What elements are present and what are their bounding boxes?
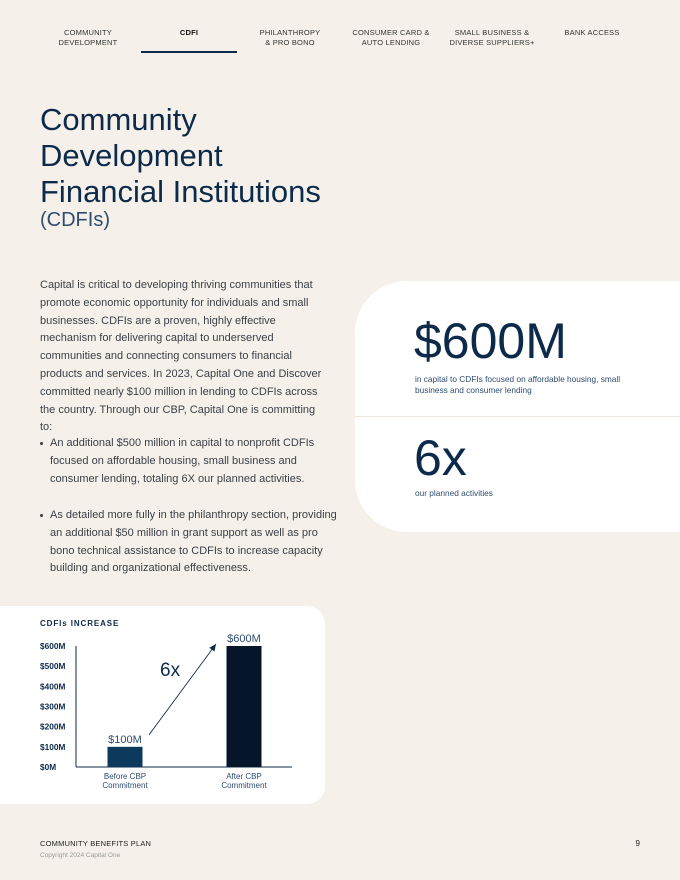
page-number: 9 xyxy=(635,839,640,848)
category-label: Commitment xyxy=(102,781,148,790)
bar-chart xyxy=(0,606,325,804)
chart-annotation: 6x xyxy=(160,660,181,681)
nav-tab-small-business[interactable]: SMALL BUSINESS & DIVERSE SUPPLIERS+ xyxy=(449,28,535,47)
category-label: After CBP xyxy=(226,772,262,781)
stat-value-capital: $600M xyxy=(414,313,567,369)
stat-divider xyxy=(355,416,680,417)
bar-data-label: $600M xyxy=(227,633,261,645)
stat-description-capital: in capital to CDFIs focused on affordable housing, small business and consumer lending xyxy=(415,374,621,395)
nav-tab-philanthropy[interactable]: PHILANTHROPY & PRO BONO xyxy=(259,28,321,47)
nav-tab-community-development[interactable]: COMMUNITY DEVELOPMENT xyxy=(58,28,118,47)
arrow-line xyxy=(149,644,216,735)
footer-label: COMMUNITY BENEFITS PLAN xyxy=(40,839,152,848)
nav-tab-bank-access[interactable]: BANK ACCESS xyxy=(564,28,620,37)
bar xyxy=(108,747,143,767)
nav-tab-cdfi[interactable]: CDFI xyxy=(179,28,199,37)
stat-value-multiplier: 6x xyxy=(414,430,467,486)
y-tick-label: $100M xyxy=(40,741,66,752)
y-tick-label: $400M xyxy=(40,681,66,692)
chart-card xyxy=(0,606,325,804)
bar xyxy=(227,646,262,767)
y-tick-label: $200M xyxy=(40,721,66,732)
arrow-head xyxy=(209,644,216,652)
nav-tab-consumer-card[interactable]: CONSUMER CARD & AUTO LENDING xyxy=(352,28,430,47)
page-title: Community Development Financial Institutions xyxy=(40,102,321,209)
category-label: Before CBP xyxy=(103,772,147,781)
footer-copyright: Copyright 2024 Capital One xyxy=(40,852,121,859)
category-label: Commitment xyxy=(221,781,267,790)
y-tick-label: $600M xyxy=(40,641,66,651)
y-tick-label: $300M xyxy=(40,701,66,712)
active-tab-underline xyxy=(141,51,237,53)
bullet-item: As detailed more fully in the philanthropy section, providing an additional $50 million in grant support as well as pro bono technical assistance to CDFIs to increase capacity building and organizational effectiveness. xyxy=(40,507,340,578)
top-navigation xyxy=(0,28,680,58)
bullet-item: An additional $500 million in capital to nonprofit CDFIs focused on affordable housing, small business and consumer lending, totaling 6X our planned activities. xyxy=(40,435,340,488)
page-subtitle: (CDFIs) xyxy=(40,209,110,231)
y-tick-label: $0M xyxy=(40,762,57,772)
stat-card xyxy=(355,281,680,532)
chart-title: CDFIs INCREASE xyxy=(40,619,120,628)
y-tick-label: $500M xyxy=(40,661,66,672)
stat-description-multiplier: our planned activities xyxy=(415,488,493,498)
bar-data-label: $100M xyxy=(108,733,142,746)
intro-paragraph: Capital is critical to developing thriving communities that promote economic opportunity for individuals and small businesses. CDFIs are a proven, highly effective mechanism for delivering capital to underserved communities and connecting consumers to financial products and services. In 2023, Capital One and Discover committed nearly $100 million in lending to CDFIs across the country. Through our CBP, Capital One is committing to: xyxy=(40,279,322,434)
